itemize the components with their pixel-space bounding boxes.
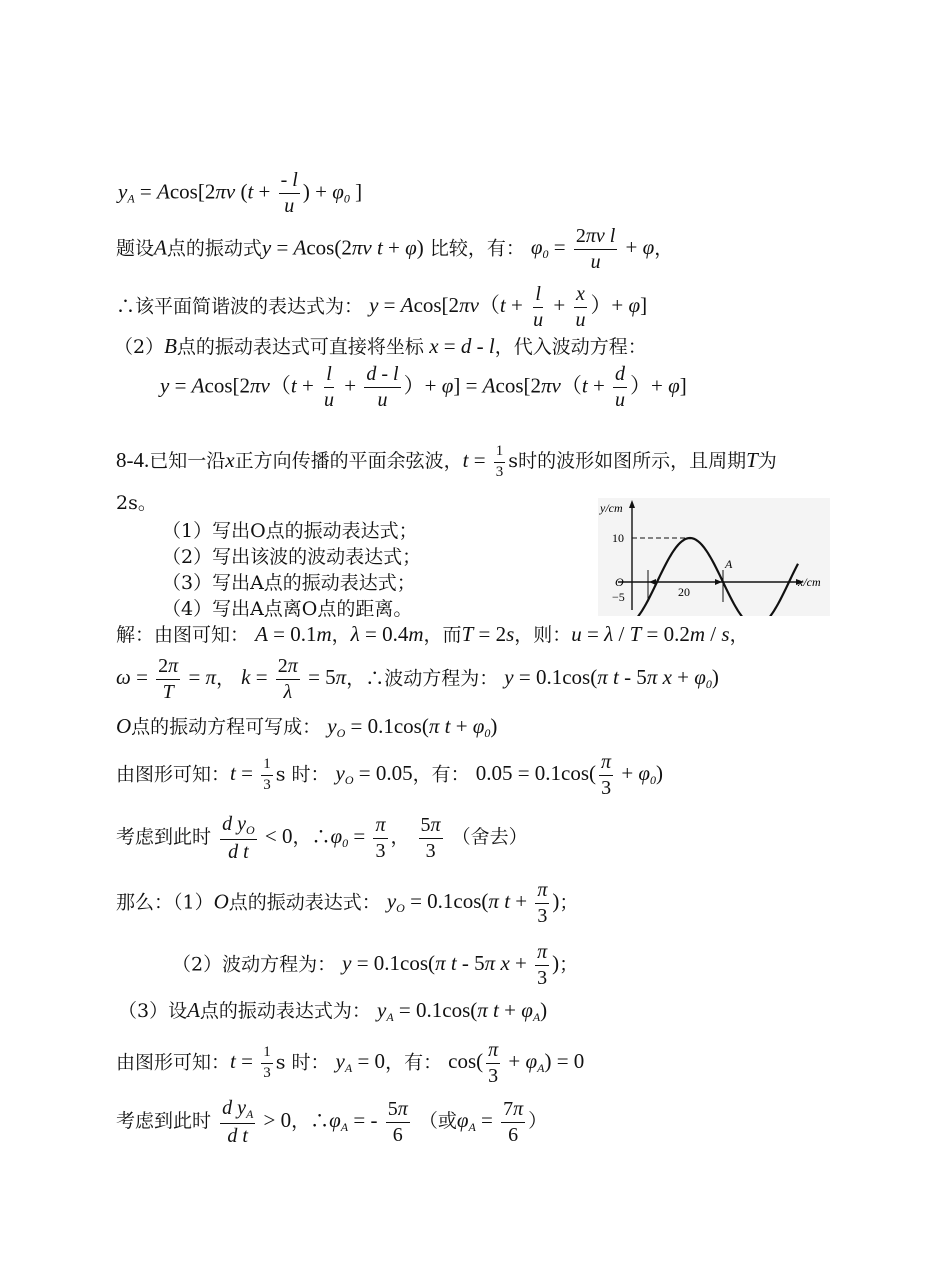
waveform-figure [598, 498, 830, 616]
o-equation: O点的振动方程可写成： $y_O = 0.1\cos(\pi$ $t + \varphi_0$) [116, 714, 498, 740]
given-comparison: 题设A点的振动式y = Acos(2πν t + φ) 比较，有： $\varphi_0$ = $\frac{\text{2πν l}}{u}$ + φ， [116, 225, 674, 273]
neg-label: −5 [612, 590, 625, 604]
wave-expression: ∴该平面简谐波的表达式为： y = Acos[2πν（t + $\frac{l}{u}$ + $\frac{x}{u}$ ）+ φ] [116, 283, 648, 331]
amp-label: 10 [612, 531, 624, 545]
part2-intro: （2）B点的振动表达式可直接将坐标 x = d - l，代入波动方程： [114, 334, 647, 358]
formula-yA: $y_A = Acos[2\pi\nu$ (t + $\frac{- l}{u}$ ) + $\varphi_0$ ] [118, 169, 363, 217]
problem-statement: 8-4.已知一沿x正方向传播的平面余弦波，t = $\frac{1}{3}$ s时的波形如图所示，且周期T为 [116, 443, 777, 480]
answer-2: （2）波动方程为： y = 0.1cos(π t - 5π x + $\frac{\pi}{3}$ )； [172, 941, 579, 989]
graph-condition-A: 由图形可知：t = $\frac{1}{3}$ s 时： $y_A = 0$，有： cos( $\frac{\pi}{3}$ + $\varphi_A) = 0$ [116, 1039, 585, 1087]
graph-condition-O: 由图形可知：t = $\frac{1}{3}$ s 时： $y_O = 0.05$，有： 0.05 = 0.1cos( $\frac{\pi}{3}$ + $\varphi_0$) [116, 751, 664, 799]
task-4: （4）写出A点离O点的距离。 [162, 598, 413, 620]
derivative-A: 考虑到此时 $\frac{d y_A}{\text{d t}}$ > 0，$\therefore\varphi_A$ = - $\frac{5\pi}{6}$ （或$\varphi_A$ = $\frac{7\pi}{6}$ ） [116, 1097, 548, 1147]
derivative-O: 考虑到此时 $\frac{d y_O}{\text{d t}}$ < 0，$\therefore\varphi_0$ = $\frac{\pi}{3}$ ， $\frac{5\pi}{3}$ （舍去） [116, 813, 528, 863]
solution-params: 解：由图可知： A = 0.1m，λ = 0.4m，而T = 2s，则：u = λ / T = 0.2m / s， [116, 622, 749, 646]
y-axis-label: y/cm [600, 501, 623, 515]
problem-period: 2s。 [116, 492, 157, 514]
x-axis-label: x/cm [798, 575, 821, 589]
width-label: 20 [678, 585, 690, 599]
task-2: （2）写出该波的波动表达式； [162, 546, 422, 568]
task-1: （1）写出O点的振动表达式； [162, 520, 418, 542]
origin-label: O [615, 575, 624, 589]
answer-3: （3）设A点的振动表达式为： $y_A = 0.1\cos(\pi$ $t + \varphi_A$) [118, 998, 548, 1024]
answer-1: 那么：（1）O点的振动表达式： $y_O = 0.1\cos(\pi$ t + $\frac{\pi}{3}$ )； [116, 879, 579, 927]
task-3: （3）写出A点的振动表达式； [162, 572, 416, 594]
point-A-label: A [725, 557, 733, 571]
formula-B: y = Acos[2πν（t + $\frac{l}{u}$ + $\frac{d - l}{u}$ ）+ φ] = Acos[2πν（t + $\frac{d}{u}$ ）+ φ] [160, 363, 687, 411]
omega-k: ω = $\frac{2\pi}{T}$ = π， k = $\frac{2\pi}{\lambda}$ = 5π，∴波动方程为： y = 0.1cos(π t - 5π $x + \varphi_0$) [116, 655, 719, 703]
